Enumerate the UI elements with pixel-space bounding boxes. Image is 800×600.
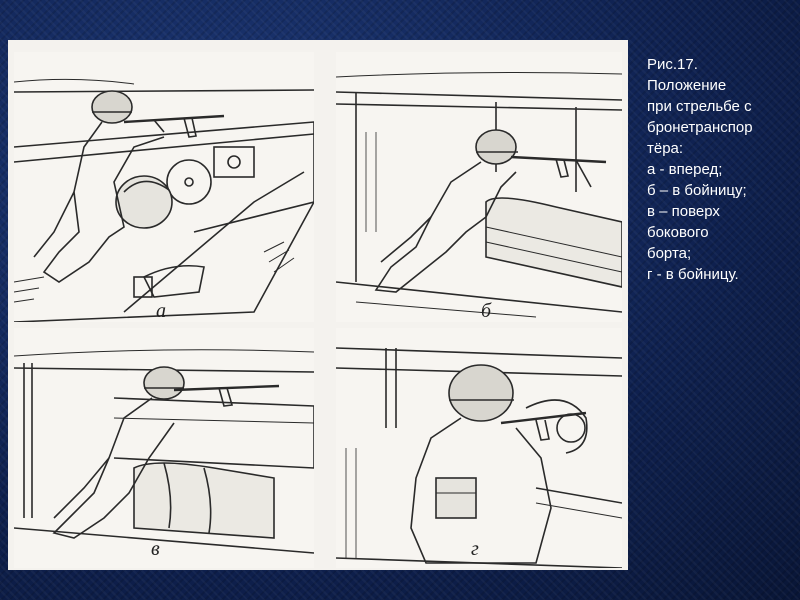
soldier-loophole-closeup-drawing bbox=[336, 328, 622, 568]
caption-line: борта; bbox=[647, 245, 692, 262]
caption-line: а - вперед; bbox=[647, 161, 723, 178]
soldier-firing-forward-drawing bbox=[14, 52, 314, 322]
panel-letter-b: б bbox=[481, 300, 492, 322]
figure-caption bbox=[647, 54, 792, 285]
panel-a-firing-forward bbox=[14, 52, 314, 322]
caption-title: Рис.17. bbox=[647, 56, 698, 73]
caption-line: бронетранспор bbox=[647, 119, 753, 136]
caption-line: бокового bbox=[647, 224, 709, 241]
panel-v-firing-over-side bbox=[14, 328, 314, 568]
panel-g-firing-through-loophole-closeup bbox=[336, 328, 622, 568]
caption-line: при стрельбе с bbox=[647, 98, 752, 115]
panel-letter-a: а bbox=[156, 300, 166, 322]
caption-line: б – в бойницу; bbox=[647, 182, 747, 199]
caption-line: г - в бойницу. bbox=[647, 266, 739, 283]
illustration-figure bbox=[8, 40, 628, 570]
caption-line: тёра: bbox=[647, 140, 684, 157]
soldier-firing-over-side-drawing bbox=[14, 328, 314, 568]
panel-letter-g: г bbox=[471, 538, 479, 560]
soldier-firing-loophole-drawing bbox=[336, 52, 622, 322]
caption-line: Положение bbox=[647, 77, 727, 94]
panel-letter-v: в bbox=[151, 538, 160, 560]
panel-b-firing-through-loophole bbox=[336, 52, 622, 322]
caption-line: в – поверх bbox=[647, 203, 720, 220]
